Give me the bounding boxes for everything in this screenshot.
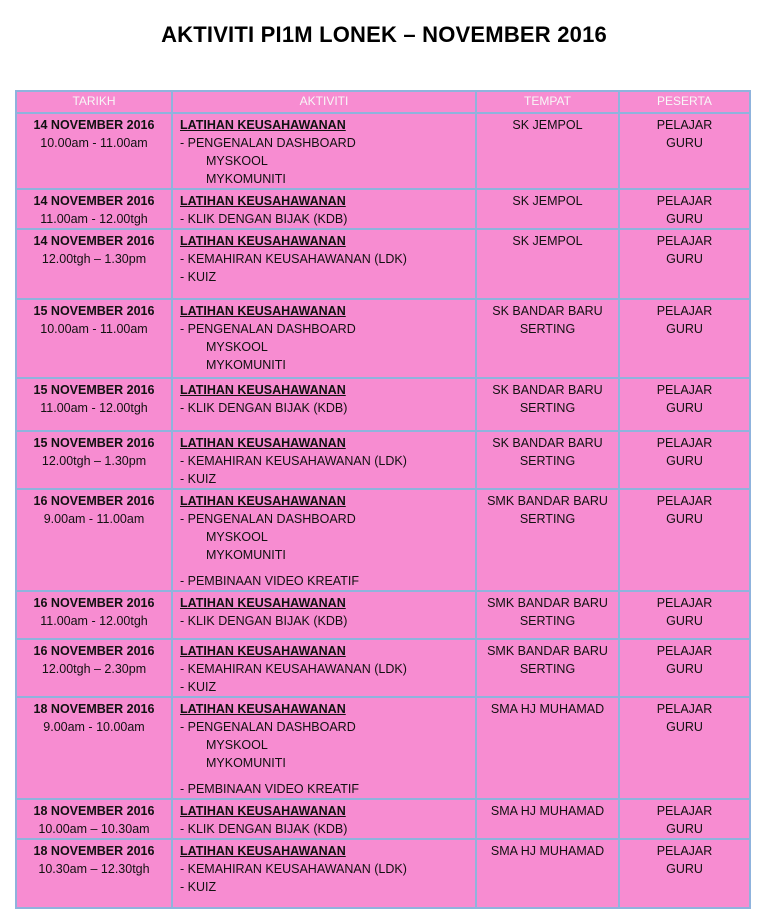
place-cell [476,299,619,378]
activity-heading: LATIHAN KEUSAHAWANAN [180,494,346,508]
place-text: SK BANDAR BARU [492,383,603,397]
place-text: SK JEMPOL [512,194,583,208]
date-cell [16,189,172,229]
activity-item: MYSKOOL [206,530,268,544]
participant-cell [619,639,750,697]
place-text: SMK BANDAR BARU [487,494,608,508]
activity-cell [172,639,476,697]
time-text: 12.00tgh – 2.30pm [41,662,147,676]
place-text: SERTING [519,512,576,526]
date-text: 14 NOVEMBER 2016 [33,234,155,248]
activity-heading: LATIHAN KEUSAHAWANAN [180,844,346,858]
participant-text: PELAJAR [656,804,713,818]
participant-text: PELAJAR [656,234,713,248]
header-tarikh: TARIKH [16,91,172,113]
participant-cell [619,697,750,799]
participant-text: GURU [666,862,703,876]
table-row [16,639,750,697]
place-text: SK JEMPOL [512,118,583,132]
participant-text: GURU [666,322,703,336]
activity-item: MYSKOOL [206,154,268,168]
time-text: 10.00am - 11.00am [40,136,148,150]
activity-item: - KUIZ [180,270,217,284]
activity-item: - KUIZ [180,472,217,486]
activity-item: - KUIZ [180,680,217,694]
date-cell [16,378,172,431]
activity-item: - KLIK DENGAN BIJAK (KDB) [180,822,348,836]
activity-heading: LATIHAN KEUSAHAWANAN [180,436,346,450]
time-text: 9.00am - 10.00am [43,720,145,734]
header-tempat: TEMPAT [476,91,619,113]
participant-text: GURU [666,136,703,150]
participant-text: PELAJAR [656,383,713,397]
participant-text: PELAJAR [656,118,713,132]
activity-cell [172,591,476,639]
participant-text: GURU [666,252,703,266]
participant-cell [619,489,750,591]
participant-cell [619,299,750,378]
date-cell [16,697,172,799]
participant-text: GURU [666,401,703,415]
time-text: 12.00tgh – 1.30pm [41,454,147,468]
participant-text: PELAJAR [656,494,713,508]
activity-item: - KLIK DENGAN BIJAK (KDB) [180,614,348,628]
activity-item: - PENGENALAN DASHBOARD [180,322,356,336]
header-row [16,91,750,113]
date-text: 18 NOVEMBER 2016 [33,804,155,818]
date-text: 14 NOVEMBER 2016 [33,194,155,208]
place-text: SK BANDAR BARU [492,436,603,450]
activity-cell [172,697,476,799]
place-text: SK BANDAR BARU [492,304,603,318]
table-row [16,489,750,591]
place-cell [476,378,619,431]
participant-cell [619,799,750,839]
participant-text: PELAJAR [656,844,713,858]
place-text: SK JEMPOL [512,234,583,248]
activity-item: MYKOMUNITI [206,756,286,770]
table-row [16,799,750,839]
activity-heading: LATIHAN KEUSAHAWANAN [180,234,346,248]
activity-heading: LATIHAN KEUSAHAWANAN [180,596,346,610]
place-text: SMK BANDAR BARU [487,644,608,658]
participant-cell [619,189,750,229]
participant-text: GURU [666,822,703,836]
activity-item: - PEMBINAAN VIDEO KREATIF [180,574,359,588]
place-cell [476,639,619,697]
place-text: SERTING [519,662,576,676]
date-text: 14 NOVEMBER 2016 [33,118,155,132]
time-text: 12.00tgh – 1.30pm [41,252,147,266]
place-cell [476,591,619,639]
date-cell [16,639,172,697]
time-text: 10.00am - 11.00am [40,322,148,336]
place-text: SMA HJ MUHAMAD [490,804,605,818]
place-cell [476,113,619,189]
activity-item: - PENGENALAN DASHBOARD [180,512,356,526]
participant-text: PELAJAR [656,194,713,208]
date-cell [16,229,172,299]
participant-cell [619,591,750,639]
place-text: SERTING [519,454,576,468]
place-text: SMA HJ MUHAMAD [490,844,605,858]
date-cell [16,431,172,489]
activity-item: - KUIZ [180,880,217,894]
date-text: 15 NOVEMBER 2016 [33,383,155,397]
table-row [16,591,750,639]
place-cell [476,431,619,489]
time-text: 11.00am - 12.00tgh [40,401,148,415]
activity-heading: LATIHAN KEUSAHAWANAN [180,194,346,208]
participant-text: PELAJAR [656,702,713,716]
activity-item: MYKOMUNITI [206,172,286,186]
activity-item: MYKOMUNITI [206,548,286,562]
date-cell [16,489,172,591]
participant-cell [619,113,750,189]
participant-text: GURU [666,720,703,734]
activity-item: MYKOMUNITI [206,358,286,372]
place-text: SERTING [519,614,576,628]
place-text: SMA HJ MUHAMAD [490,702,605,716]
date-text: 16 NOVEMBER 2016 [33,596,155,610]
activity-item: - PENGENALAN DASHBOARD [180,136,356,150]
time-text: 11.00am - 12.00tgh [40,614,148,628]
table-row [16,378,750,431]
place-text: SMK BANDAR BARU [487,596,608,610]
schedule-table [15,90,751,909]
activity-item: - PEMBINAAN VIDEO KREATIF [180,782,359,796]
table-row [16,113,750,189]
participant-cell [619,378,750,431]
participant-text: GURU [666,454,703,468]
time-text: 10.00am – 10.30am [38,822,150,836]
place-cell [476,229,619,299]
participant-text: PELAJAR [656,304,713,318]
page-title: AKTIVITI PI1M LONEK – NOVEMBER 2016 [161,22,607,47]
activity-cell [172,431,476,489]
participant-cell [619,431,750,489]
table-row [16,431,750,489]
time-text: 10.30am – 12.30tgh [38,862,150,876]
place-text: SERTING [519,401,576,415]
participant-cell [619,229,750,299]
activity-item: MYSKOOL [206,340,268,354]
activity-item: - KEMAHIRAN KEUSAHAWANAN (LDK) [180,662,407,676]
date-cell [16,591,172,639]
participant-text: GURU [666,614,703,628]
activity-cell [172,229,476,299]
header-aktiviti: AKTIVITI [172,91,476,113]
participant-text: GURU [666,212,703,226]
date-cell [16,113,172,189]
place-cell [476,697,619,799]
activity-heading: LATIHAN KEUSAHAWANAN [180,118,346,132]
table-row [16,189,750,229]
activity-cell [172,299,476,378]
date-cell [16,299,172,378]
place-cell [476,489,619,591]
table-row [16,697,750,799]
activity-heading: LATIHAN KEUSAHAWANAN [180,383,346,397]
activity-item: - KLIK DENGAN BIJAK (KDB) [180,401,348,415]
table-row [16,229,750,299]
activity-item: - KEMAHIRAN KEUSAHAWANAN (LDK) [180,454,407,468]
activity-heading: LATIHAN KEUSAHAWANAN [180,644,346,658]
date-cell [16,799,172,839]
date-text: 18 NOVEMBER 2016 [33,844,155,858]
time-text: 9.00am - 11.00am [43,512,145,526]
activity-cell [172,378,476,431]
activity-item: - KEMAHIRAN KEUSAHAWANAN (LDK) [180,252,407,266]
date-text: 16 NOVEMBER 2016 [33,644,155,658]
header-peserta: PESERTA [619,91,750,113]
activity-cell [172,489,476,591]
activity-heading: LATIHAN KEUSAHAWANAN [180,702,346,716]
place-cell [476,189,619,229]
place-text: SERTING [519,322,576,336]
date-text: 16 NOVEMBER 2016 [33,494,155,508]
participant-text: PELAJAR [656,596,713,610]
activity-item: MYSKOOL [206,738,268,752]
participant-text: GURU [666,662,703,676]
place-cell [476,799,619,839]
date-text: 15 NOVEMBER 2016 [33,304,155,318]
activity-item: - KLIK DENGAN BIJAK (KDB) [180,212,348,226]
activity-cell [172,799,476,839]
table-row [16,299,750,378]
activity-heading: LATIHAN KEUSAHAWANAN [180,804,346,818]
activity-cell [172,189,476,229]
activity-item: - KEMAHIRAN KEUSAHAWANAN (LDK) [180,862,407,876]
time-text: 11.00am - 12.00tgh [40,212,148,226]
participant-text: PELAJAR [656,436,713,450]
participant-text: GURU [666,512,703,526]
activity-item: - PENGENALAN DASHBOARD [180,720,356,734]
date-text: 18 NOVEMBER 2016 [33,702,155,716]
date-text: 15 NOVEMBER 2016 [33,436,155,450]
activity-cell [172,113,476,189]
participant-text: PELAJAR [656,644,713,658]
activity-heading: LATIHAN KEUSAHAWANAN [180,304,346,318]
